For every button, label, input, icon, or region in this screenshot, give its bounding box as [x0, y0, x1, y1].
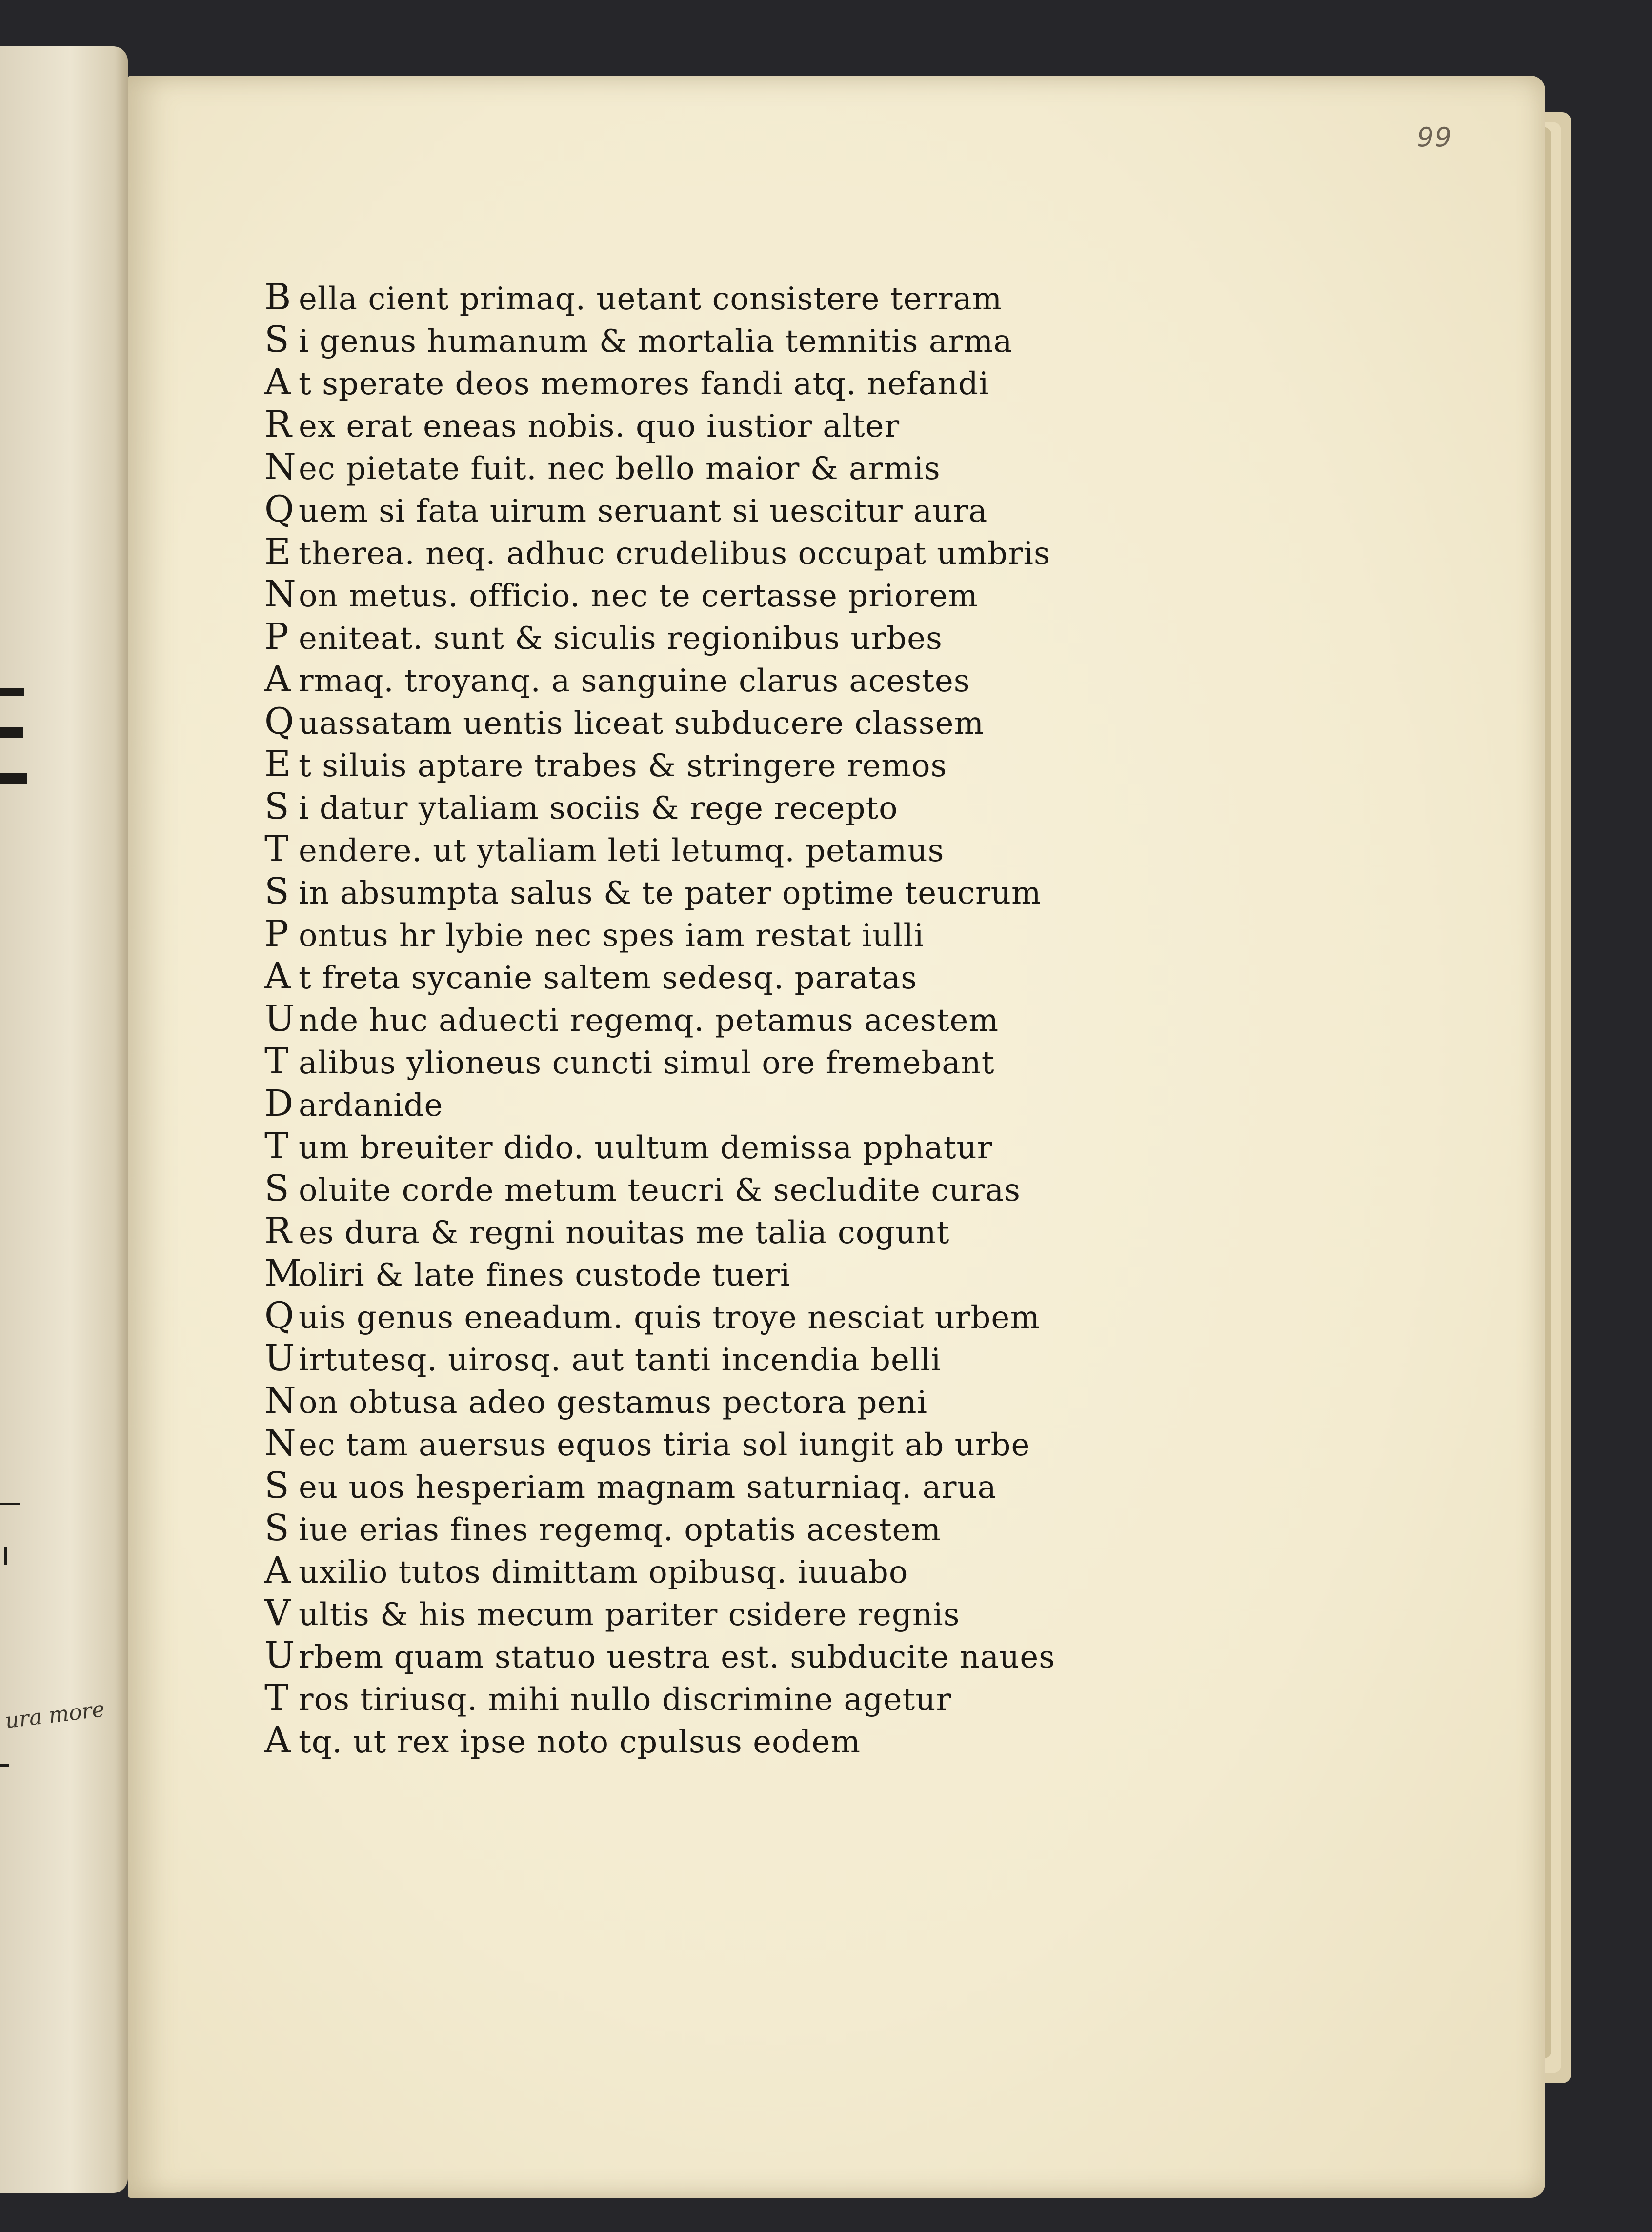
- verse-text: i datur ytaliam sociis & rege recepto: [299, 790, 898, 826]
- verse-line: [264, 1040, 994, 1083]
- verse-initial: B: [264, 276, 291, 318]
- verse-text: nde huc aduecti regemq. petamus acestem: [299, 1003, 999, 1039]
- verse-initial: T: [264, 828, 289, 870]
- verse-initial: S: [264, 785, 289, 827]
- verse-text: t sperate deos memores fandi atq. nefandi: [299, 366, 989, 402]
- verse-line: [264, 1591, 960, 1634]
- verse-initial: E: [264, 743, 291, 785]
- margin-note: ura more: [3, 1696, 106, 1734]
- verse-initial: T: [264, 1677, 289, 1719]
- verse-line: [264, 1252, 790, 1295]
- verse-initial: A: [264, 1719, 291, 1761]
- verse-line: [264, 1294, 1040, 1337]
- verse-text: alibus ylioneus cuncti simul ore fremebant: [299, 1045, 995, 1081]
- verse-text: ella cient primaq. uetant consistere terram: [299, 281, 1003, 317]
- verse-line: [264, 1125, 992, 1167]
- verse-initial: N: [264, 573, 296, 615]
- verse-initial: M: [264, 1252, 302, 1294]
- verse-text: es dura & regni nouitas me talia cogunt: [299, 1215, 950, 1251]
- verse-initial: P: [264, 913, 289, 955]
- verse-text: i genus humanum & mortalia temnitis arma: [299, 323, 1013, 360]
- verse-text: irtutesq. uirosq. aut tanti incendia belli: [299, 1342, 942, 1378]
- text-block: [264, 276, 1265, 1837]
- verse-line: [264, 785, 898, 828]
- verse-line: [264, 403, 900, 446]
- verse-text: therea. neq. adhuc crudelibus occupat umbris: [299, 536, 1050, 572]
- verse-text: uassatam uentis liceat subducere classem: [299, 705, 985, 742]
- verse-line: [264, 1379, 927, 1422]
- verse-line: [264, 488, 987, 531]
- verse-line: [264, 1422, 1030, 1465]
- ink-mark: [0, 727, 23, 738]
- verse-initial: A: [264, 1549, 291, 1591]
- verse-text: uis genus eneadum. quis troye nesciat urbem: [299, 1300, 1040, 1336]
- verse-text: uem si fata uirum seruant si uescitur aura: [299, 493, 988, 529]
- verse-text: ex erat eneas nobis. quo iustior alter: [299, 408, 900, 444]
- verse-text: um breuiter dido. uultum demissa pphatur: [299, 1130, 993, 1166]
- verse-initial: Q: [264, 701, 294, 743]
- ink-mark: [4, 1547, 7, 1565]
- verse-text: t freta sycanie saltem sedesq. paratas: [299, 960, 918, 996]
- verse-initial: S: [264, 319, 289, 361]
- verse-line: [264, 827, 945, 870]
- manuscript-page: [128, 76, 1545, 2198]
- verse-initial: Q: [264, 488, 294, 530]
- verse-text: oluite corde metum teucri & secludite curas: [299, 1172, 1021, 1208]
- verse-initial: U: [264, 1337, 295, 1379]
- verse-line: [264, 870, 1042, 913]
- verse-initial: U: [264, 1634, 295, 1676]
- ink-mark: [0, 773, 27, 784]
- verse-line: [264, 1167, 1021, 1210]
- verse-initial: D: [264, 1083, 294, 1125]
- verse-text: eu uos hesperiam magnam saturniaq. arua: [299, 1469, 997, 1506]
- verse-initial: R: [264, 1210, 292, 1252]
- verse-text: on metus. officio. nec te certasse priorem: [299, 578, 978, 614]
- verse-initial: A: [264, 955, 291, 997]
- verse-line: [264, 1719, 861, 1762]
- verse-initial: S: [264, 1507, 289, 1549]
- verse-initial: S: [264, 1167, 289, 1209]
- verse-initial: Q: [264, 1295, 294, 1337]
- verse-initial: R: [264, 403, 292, 445]
- ink-mark: [0, 1764, 9, 1767]
- verse-initial: T: [264, 1040, 289, 1082]
- verse-initial: U: [264, 998, 295, 1040]
- verse-text: tq. ut rex ipse noto cpulsus eodem: [299, 1724, 861, 1760]
- verse-line: [264, 912, 924, 955]
- verse-initial: N: [264, 1422, 296, 1464]
- verse-initial: T: [264, 1125, 289, 1167]
- folio-number: 99: [1417, 122, 1452, 153]
- verse-line: [264, 1082, 443, 1125]
- verse-initial: P: [264, 616, 289, 658]
- verse-text: endere. ut ytaliam leti letumq. petamus: [299, 833, 945, 869]
- verse-text: oliri & late fines custode tueri: [299, 1257, 791, 1293]
- verse-text: ec pietate fuit. nec bello maior & armis: [299, 451, 941, 487]
- ink-mark: [0, 1503, 20, 1505]
- verse-line: [264, 445, 941, 488]
- verse-text: ros tiriusq. mihi nullo discrimine agetur: [299, 1682, 952, 1718]
- verse-text: in absumpta salus & te pater optime teucrum: [299, 875, 1042, 911]
- ink-mark: [0, 688, 24, 696]
- verse-line: [264, 1337, 941, 1380]
- verse-line: [264, 1549, 908, 1592]
- verse-initial: S: [264, 870, 289, 912]
- verse-initial: A: [264, 658, 291, 700]
- verse-line: [264, 1676, 951, 1719]
- verse-initial: N: [264, 1380, 296, 1422]
- verse-line: [264, 1507, 941, 1549]
- verse-line: [264, 1464, 997, 1507]
- verse-line: [264, 658, 970, 701]
- verse-initial: S: [264, 1465, 289, 1507]
- verse-text: ec tam auersus equos tiria sol iungit ab urbe: [299, 1427, 1030, 1463]
- verse-text: ontus hr lybie nec spes iam restat iulli: [299, 918, 925, 954]
- verse-text: t siluis aptare trabes & stringere remos: [299, 748, 947, 784]
- verse-line: [264, 955, 917, 998]
- verse-text: uxilio tutos dimittam opibusq. iuuabo: [299, 1554, 908, 1590]
- verse-text: eniteat. sunt & siculis regionibus urbes: [299, 621, 943, 657]
- verse-text: ultis & his mecum pariter csidere regnis: [299, 1597, 960, 1633]
- verse-line: [264, 573, 978, 616]
- verse-text: rmaq. troyanq. a sanguine clarus acestes: [299, 663, 970, 699]
- verse-text: ardanide: [299, 1087, 443, 1124]
- verse-line: [264, 318, 1012, 361]
- verse-line: [264, 530, 1050, 573]
- verse-line: [264, 1634, 1055, 1677]
- verse-initial: E: [264, 531, 291, 573]
- verse-line: [264, 276, 1002, 319]
- verse-line: [264, 615, 943, 658]
- verse-line: [264, 361, 989, 403]
- verse-text: iue erias fines regemq. optatis acestem: [299, 1512, 942, 1548]
- verse-line: [264, 1209, 949, 1252]
- verse-text: on obtusa adeo gestamus pectora peni: [299, 1385, 927, 1421]
- verse-line: [264, 997, 999, 1040]
- verse-line: [264, 743, 947, 785]
- verse-initial: A: [264, 361, 291, 403]
- left-page: [0, 46, 128, 2193]
- verse-initial: V: [264, 1592, 291, 1634]
- verse-initial: N: [264, 446, 296, 488]
- verse-line: [264, 700, 984, 743]
- verse-text: rbem quam statuo uestra est. subducite naues: [299, 1639, 1056, 1675]
